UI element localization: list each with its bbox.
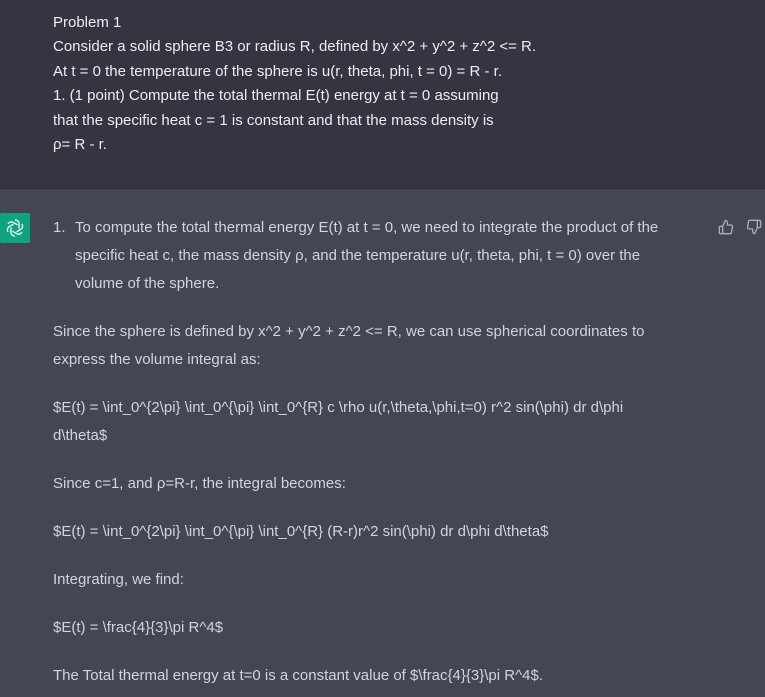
- thumbs-down-icon[interactable]: [746, 219, 762, 235]
- list-item-body: [75, 214, 715, 298]
- assistant-answer: [53, 214, 718, 690]
- paragraph-result: $E(t) = \frac{4}{3}\pi R^4$: [53, 619, 224, 636]
- feedback-buttons: [718, 219, 762, 235]
- user-message: [0, 0, 765, 189]
- list-number: 1.: [53, 219, 66, 236]
- paragraph-conclusion: The Total thermal energy at t=0 is a constant value of $\frac{4}{3}\pi R^4$.: [53, 667, 543, 684]
- user-line-3: At t = 0 the temperature of the sphere is u(r, theta, phi, t = 0) = R - r.: [53, 62, 502, 80]
- user-line-2: Consider a solid sphere B3 or radius R, defined by x^2 + y^2 + z^2 <= R.: [53, 38, 537, 56]
- paragraph-integral-substituted: $E(t) = \int_0^{2\pi} \int_0^{\pi} \int_0^{R} (R-r)r^2 sin(\phi) dr d\phi d\theta$: [53, 523, 549, 540]
- list-line-3: volume of the sphere.: [75, 275, 220, 292]
- list-line-1: To compute the total thermal energy E(t) at t = 0, we need to integrate the product of the: [75, 219, 659, 236]
- user-line-5: that the specific heat c = 1 is constant and that the mass density is: [53, 111, 494, 129]
- thumbs-up-icon[interactable]: [718, 219, 734, 235]
- paragraph-substitution: Since c=1, and ρ=R-r, the integral becomes:: [53, 475, 346, 492]
- para1-line-2: express the volume integral as:: [53, 351, 261, 368]
- assistant-avatar: [0, 213, 30, 243]
- para2-line-1: $E(t) = \int_0^{2\pi} \int_0^{\pi} \int_0^{R} c \rho u(r,\theta,\phi,t=0) r^2 sin(\phi) dr d\phi: [53, 399, 624, 416]
- para1-line-1: Since the sphere is defined by x^2 + y^2 + z^2 <= R, we can use spherical coordinates to: [53, 323, 645, 340]
- list-item: [53, 214, 718, 298]
- list-line-2: specific heat c, the mass density ρ, and the temperature u(r, theta, phi, t = 0) over the: [75, 247, 641, 264]
- openai-logo-icon: [4, 217, 26, 239]
- paragraph-integral-formula: [53, 394, 718, 450]
- para2-line-2: d\theta$: [53, 427, 108, 444]
- user-message-text: [53, 11, 743, 157]
- paragraph-spherical-coordinates: [53, 318, 718, 374]
- user-line-4: 1. (1 point) Compute the total thermal E(t) energy at t = 0 assuming: [53, 87, 499, 105]
- paragraph-integrating: Integrating, we find:: [53, 571, 184, 588]
- assistant-message: [0, 189, 765, 697]
- user-line-1: Problem 1: [53, 14, 122, 31]
- user-line-6: ρ= R - r.: [53, 136, 107, 154]
